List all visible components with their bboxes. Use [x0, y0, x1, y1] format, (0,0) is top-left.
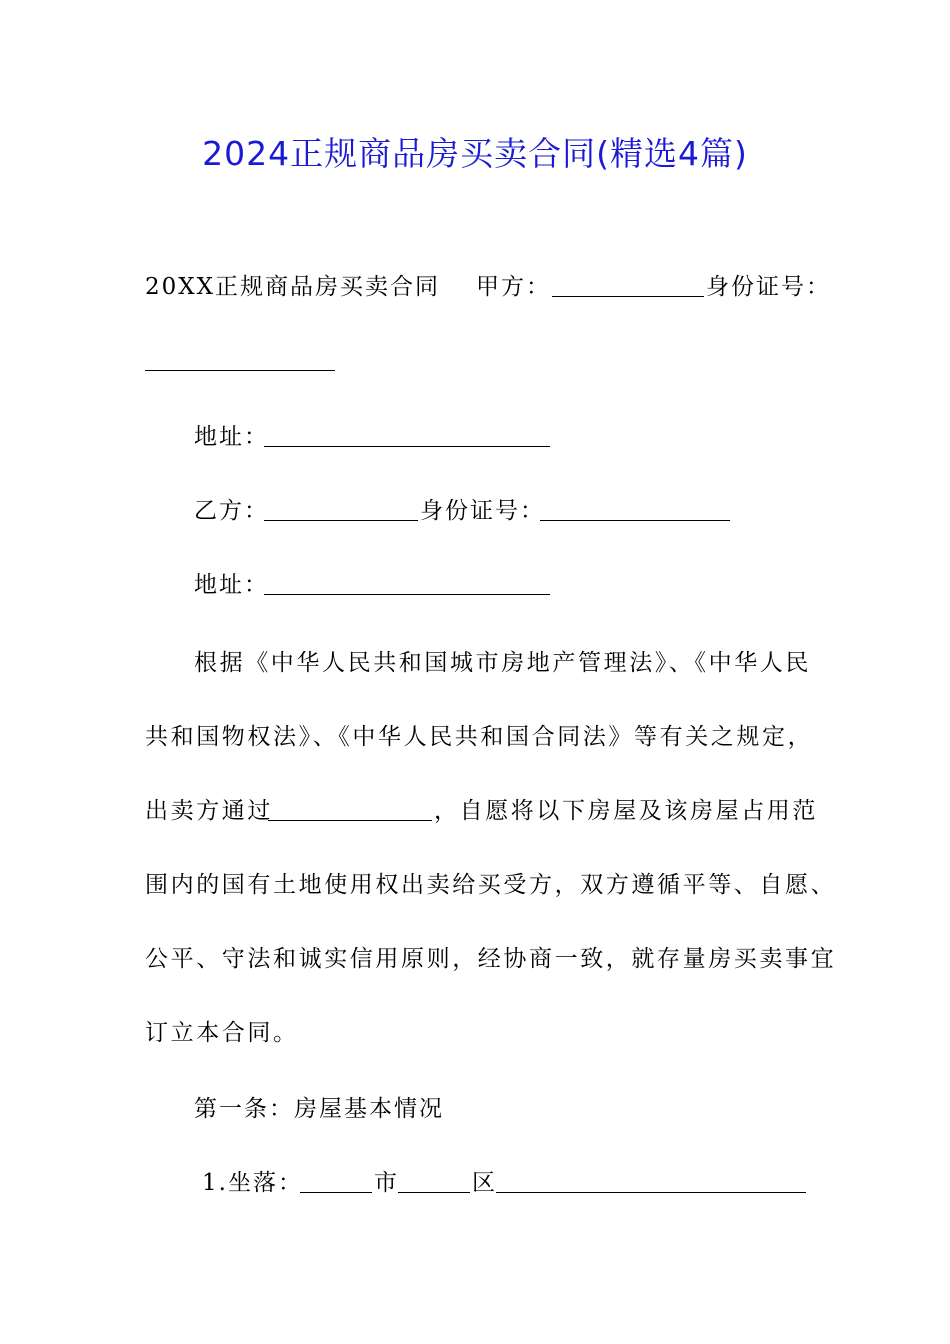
party-a-id-label: 身份证号： — [706, 274, 831, 300]
party-b-id-label: 身份证号： — [420, 498, 545, 524]
party-a-address-label: 地址： — [194, 424, 269, 450]
city-blank[interactable] — [300, 1172, 372, 1193]
contract-name: 20XX正规商品房买卖合同 — [145, 274, 441, 300]
party-b-name-blank[interactable] — [264, 500, 418, 521]
party-a-id-blank[interactable] — [145, 350, 335, 371]
district-label: 区 — [472, 1170, 495, 1196]
party-a-name-blank[interactable] — [552, 276, 704, 297]
document-title: 2024正规商品房买卖合同(精选4篇) — [202, 134, 748, 173]
channel-blank[interactable] — [268, 800, 432, 821]
party-b-address-blank[interactable] — [264, 574, 550, 595]
party-b-id-blank[interactable] — [540, 500, 730, 521]
party-a-address-blank[interactable] — [264, 426, 550, 447]
district-blank[interactable] — [398, 1172, 470, 1193]
location-label: 1.坐落： — [202, 1170, 303, 1196]
document-page: 2024正规商品房买卖合同(精选4篇) 20XX正规商品房买卖合同 甲方： 身份证号： 地址： 乙方： 身份证号： 地址： 根据《中华人民共和国城市房地产管理法》、《中华人民 共和国物权法》、《中华人民共和国合同法》等有关之规定， 出卖方通过 ，自愿将以下房屋及该房屋占用范 围内的国有土地使用权出卖给买受方，双方遵循平等、自愿、 公平、守法和诚实信用原则，经协商一致，就存量房买卖事宜 订立本合同。 第一条：房屋基本情况 1.坐落： 市 区 — [0, 0, 950, 1344]
party-b-address-label: 地址： — [194, 572, 269, 598]
address-detail-blank[interactable] — [496, 1172, 806, 1193]
party-a-label: 甲方： — [476, 274, 551, 300]
party-b-label: 乙方： — [194, 498, 269, 524]
city-label: 市 — [374, 1170, 397, 1196]
